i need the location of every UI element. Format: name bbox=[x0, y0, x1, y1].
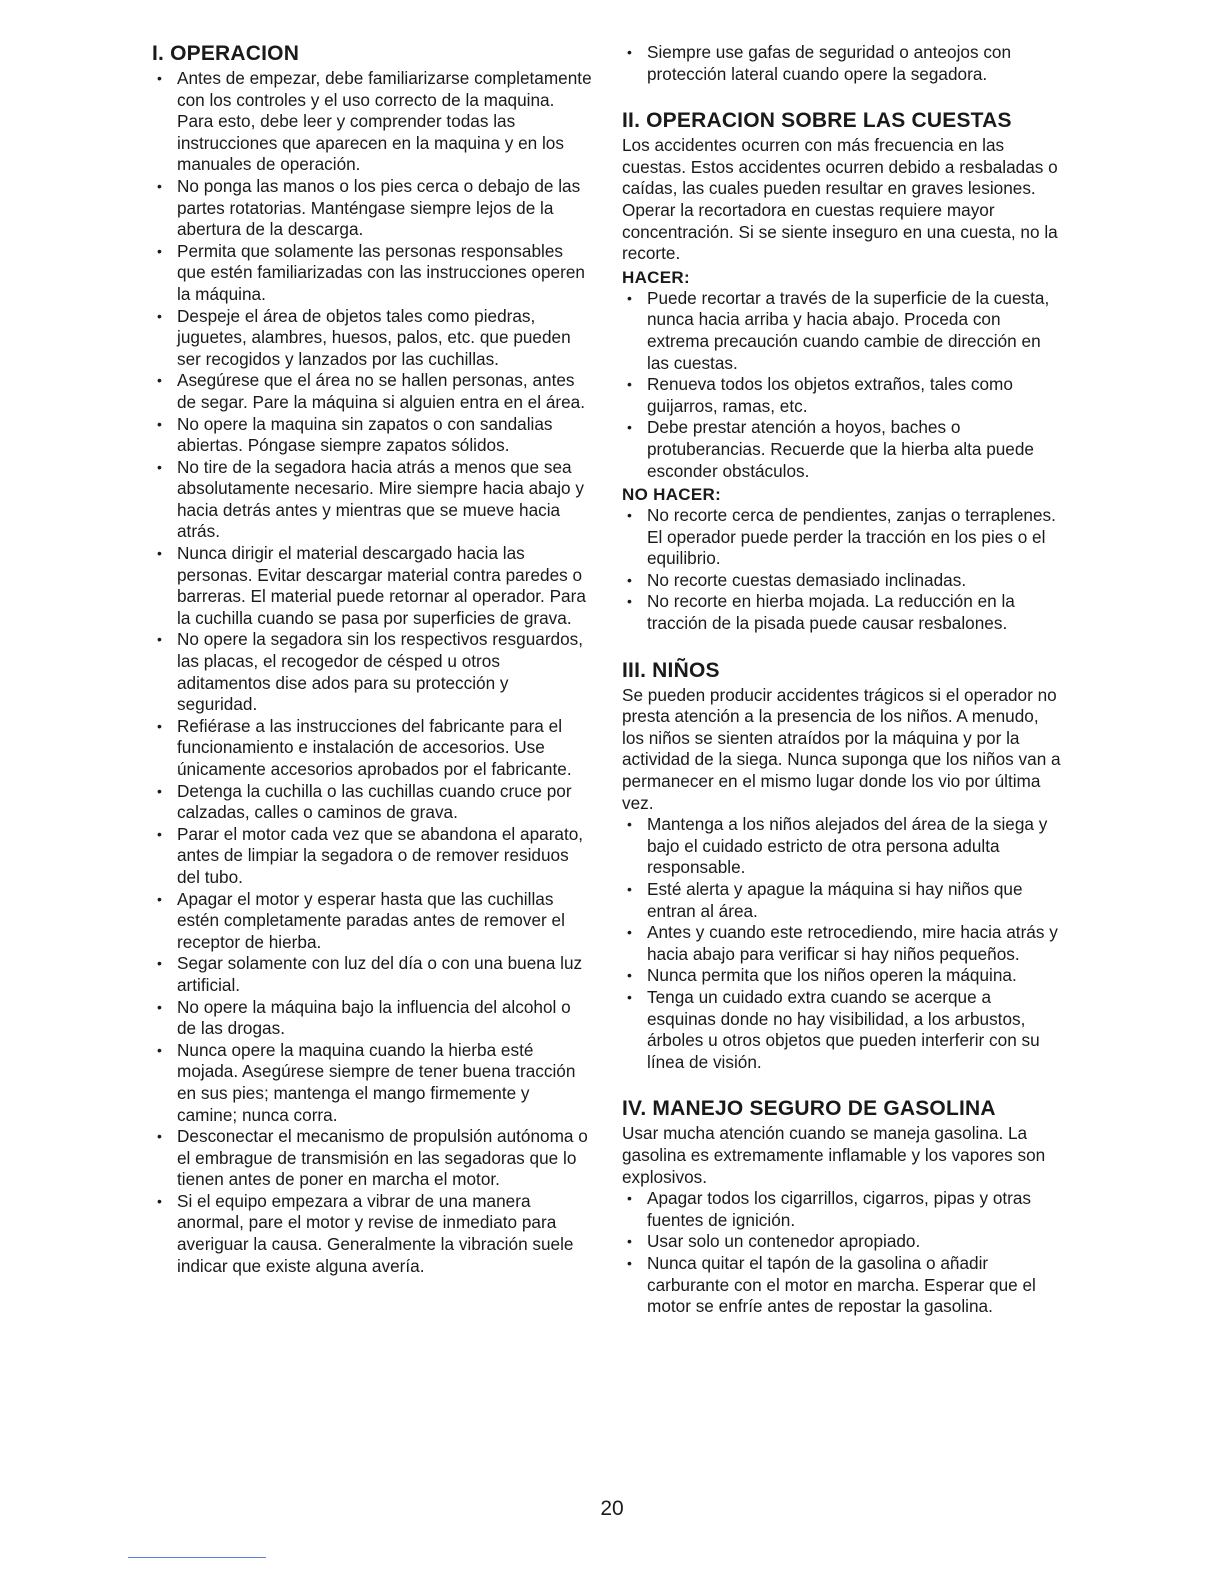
bullet-icon: • bbox=[157, 1128, 162, 1145]
list-item-text: Antes y cuando este retrocediendo, mire hacia atrás y hacia abajo para verificar si hay niños pequeños. bbox=[647, 922, 1058, 964]
list-item-text: Nunca dirigir el material descargado hacia las personas. Evitar descargar material contra paredes o barreras. El material puede retornar al operador. Para la cuchilla cuando se pasa por superficies de grava. bbox=[177, 543, 586, 628]
section-heading-slopes: II. OPERACION SOBRE LAS CUESTAS bbox=[622, 109, 1012, 133]
bullet-icon: • bbox=[157, 242, 162, 259]
list-item bbox=[622, 922, 1062, 965]
bullet-icon: • bbox=[157, 1041, 162, 1058]
section-heading-operation: I. OPERACION bbox=[152, 42, 300, 65]
list-item-text: Antes de empezar, debe familiarizarse completamente con los controles y el uso correcto de la maquina. Para esto, debe leer y comprender todas las instrucciones que aparecen en la maquina y en los manuales de operación. bbox=[177, 68, 592, 175]
bullet-icon: • bbox=[157, 307, 162, 324]
bullet-icon: • bbox=[157, 70, 162, 86]
list-item-text: Permita que solamente las personas responsables que estén familiarizadas con las instrucciones operen la máquina. bbox=[177, 240, 585, 304]
list-item-text: No recorte cuestas demasiado inclinadas. bbox=[647, 569, 967, 590]
bullet-icon: • bbox=[157, 631, 162, 648]
do-bullet-list bbox=[622, 288, 1062, 482]
list-item bbox=[152, 824, 592, 889]
list-item bbox=[152, 781, 592, 824]
bullet-icon: • bbox=[157, 1192, 162, 1209]
list-item-text: No opere la segadora sin los respectivos resguardos, las placas, el recogedor de césped u otros aditamentos dise ados para su protección y seguridad. bbox=[177, 629, 584, 715]
bullet-icon: • bbox=[157, 782, 162, 799]
page-number: 20 bbox=[600, 1497, 624, 1520]
list-item-text: Apagar el motor y esperar hasta que las cuchillas estén completamente paradas antes de remover el receptor de hierba. bbox=[177, 888, 565, 952]
list-item-text: Despeje el área de objetos tales como piedras, juguetes, alambres, huesos, palos, etc. que pueden ser recogidos y lanzados por las cuchillas. bbox=[177, 305, 571, 369]
bullet-icon: • bbox=[627, 1190, 632, 1207]
bullet-icon: • bbox=[157, 998, 162, 1015]
section-heading-children: III. NIÑOS bbox=[622, 658, 720, 682]
list-item-text: No recorte en hierba mojada. La reducción en la tracción de la pisada puede causar resbalones. bbox=[647, 591, 1015, 634]
bullet-icon: • bbox=[627, 593, 632, 610]
list-item-text: Detenga la cuchilla o las cuchillas cuando cruce por calzadas, calles o caminos de grava. bbox=[177, 780, 572, 823]
list-item-text: No opere la maquina sin zapatos o con sandalias abiertas. Póngase siempre zapatos sólidos. bbox=[177, 413, 553, 456]
list-item-text: No tire de la segadora hacia atrás a menos que sea absolutamente necesario. Mire siempre hacia abajo y hacia detrás antes y mientras que se mueve hacia atrás. bbox=[177, 456, 584, 542]
fuel-bullet-list bbox=[622, 1188, 1062, 1318]
bullet-icon: • bbox=[627, 924, 632, 941]
list-item bbox=[622, 814, 1062, 879]
goggles-bullet-list bbox=[622, 42, 1062, 85]
list-item bbox=[152, 306, 592, 371]
list-item bbox=[152, 241, 592, 306]
list-item bbox=[622, 1253, 1062, 1318]
list-item bbox=[622, 417, 1062, 482]
list-item bbox=[622, 1188, 1062, 1231]
dont-bullet-list bbox=[622, 505, 1062, 635]
bullet-icon: • bbox=[627, 988, 632, 1005]
dont-heading: NO HACER: bbox=[622, 485, 722, 505]
list-item bbox=[152, 176, 592, 241]
list-item bbox=[622, 570, 1062, 592]
list-item bbox=[152, 1191, 592, 1277]
list-item bbox=[622, 374, 1062, 417]
list-item-text: Nunca permita que los niños operen la máquina. bbox=[647, 965, 1017, 986]
bullet-icon: • bbox=[627, 571, 632, 588]
bullet-icon: • bbox=[627, 507, 632, 524]
operation-bullet-list bbox=[152, 68, 592, 1277]
list-item-text: Apagar todos los cigarrillos, cigarros, pipas y otras fuentes de ignición. bbox=[647, 1188, 1032, 1230]
bullet-icon: • bbox=[157, 458, 162, 475]
bullet-icon: • bbox=[157, 177, 162, 194]
list-item-text: Renueva todos los objetos extraños, tales como guijarros, ramas, etc. bbox=[647, 374, 1013, 416]
list-item-text: Desconectar el mecanismo de propulsión autónoma o el embrague de transmisión en las segadoras que lo tienen antes de poner en marcha el motor. bbox=[177, 1126, 588, 1190]
list-item bbox=[152, 953, 592, 996]
list-item-text: Asegúrese que el área no se hallen personas, antes de segar. Pare la máquina si alguien entra en el área. bbox=[177, 370, 585, 412]
list-item bbox=[152, 414, 592, 457]
list-item bbox=[152, 543, 592, 629]
list-item bbox=[152, 68, 592, 176]
list-item-text: Nunca opere la maquina cuando la hierba esté mojada. Asegúrese siempre de tener buena tracción en sus pies; mantenga el mango firmemente y camine; nunca corra. bbox=[177, 1039, 576, 1125]
list-item bbox=[622, 879, 1062, 922]
bullet-icon: • bbox=[157, 890, 162, 907]
footer-rule bbox=[128, 1557, 266, 1558]
bullet-icon: • bbox=[627, 816, 632, 833]
list-item bbox=[622, 987, 1062, 1073]
list-item-text: Refiérase a las instrucciones del fabricante para el funcionamiento e instalación de accesorios. Use únicamente accesorios aprobados por el fabricante. bbox=[177, 715, 572, 779]
children-intro: Se pueden producir accidentes trágicos si el operador no presta atención a la presencia de los niños. A menudo, los niños se sienten atraídos por la máquina y por la actividad de la siega. Nunca suponga que los niños van a permanecer en el mismo lugar donde los vio por última vez. bbox=[622, 684, 1061, 813]
list-item bbox=[152, 997, 592, 1040]
list-item-text: No ponga las manos o los pies cerca o debajo de las partes rotatorias. Manténgase siempre lejos de la abertura de la descarga. bbox=[177, 175, 581, 240]
list-item bbox=[622, 42, 1062, 85]
bullet-icon: • bbox=[627, 881, 632, 897]
list-item bbox=[152, 716, 592, 781]
slopes-intro: Los accidentes ocurren con más frecuencia en las cuestas. Estos accidentes ocurren debido a resbaladas o caídas, las cuales pueden resultar en graves lesiones. Operar la recortadora en cuestas requiere mayor concentración. Si se siente inseguro en una cuesta, no la recorte. bbox=[622, 135, 1058, 264]
list-item bbox=[622, 591, 1062, 634]
bullet-icon: • bbox=[627, 419, 632, 436]
list-item-text: Nunca quitar el tapón de la gasolina o añadir carburante con el motor en marcha. Esperar que el motor se enfríe antes de repostar la gasolina. bbox=[647, 1252, 1036, 1317]
list-item-text: No opere la máquina bajo la influencia del alcohol o de las drogas. bbox=[177, 996, 571, 1039]
bullet-icon: • bbox=[157, 955, 162, 972]
bullet-icon: • bbox=[157, 717, 162, 734]
list-item bbox=[622, 1231, 1062, 1253]
left-column bbox=[152, 42, 592, 1277]
do-heading: HACER: bbox=[622, 267, 690, 287]
list-item-text: Puede recortar a través de la superficie de la cuesta, nunca hacia arriba y hacia abajo. Proceda con extrema precaución cuando cambie de dirección en las cuestas. bbox=[647, 287, 1050, 373]
bullet-icon: • bbox=[627, 1233, 632, 1250]
bullet-icon: • bbox=[627, 44, 632, 60]
list-item-text: Si el equipo empezara a vibrar de una manera anormal, pare el motor y revise de inmediato para averiguar la causa. Generalmente la vibración suele indicar que existe alguna avería. bbox=[177, 1190, 574, 1276]
list-item-text: Parar el motor cada vez que se abandona el aparato, antes de limpiar la segadora o de remover residuos del tubo. bbox=[177, 823, 584, 887]
list-item bbox=[152, 1040, 592, 1126]
list-item-text: Mantenga a los niños alejados del área de la siega y bajo el cuidado estricto de otra persona adulta responsable. bbox=[647, 814, 1048, 878]
bullet-icon: • bbox=[157, 825, 162, 842]
list-item-text: Usar solo un contenedor apropiado. bbox=[647, 1231, 921, 1252]
list-item-text: Segar solamente con luz del día o con una buena luz artificial. bbox=[177, 953, 583, 995]
bullet-icon: • bbox=[157, 415, 162, 432]
bullet-icon: • bbox=[627, 967, 632, 984]
list-item bbox=[152, 370, 592, 413]
bullet-icon: • bbox=[627, 289, 632, 306]
bullet-icon: • bbox=[627, 1254, 632, 1271]
list-item bbox=[622, 505, 1062, 570]
list-item bbox=[152, 1126, 592, 1191]
list-item bbox=[622, 288, 1062, 374]
fuel-intro: Usar mucha atención cuando se maneja gasolina. La gasolina es extremamente inflamable y los vapores son explosivos. bbox=[622, 1123, 1046, 1187]
list-item bbox=[152, 889, 592, 954]
bullet-icon: • bbox=[157, 372, 162, 389]
list-item bbox=[152, 457, 592, 543]
bullet-icon: • bbox=[627, 376, 632, 393]
list-item bbox=[622, 965, 1062, 987]
list-item-text: No recorte cerca de pendientes, zanjas o terraplenes. El operador puede perder la tracción en los pies o el equilibrio. bbox=[647, 505, 1056, 569]
list-item-text: Tenga un cuidado extra cuando se acerque a esquinas donde no hay visibilidad, a los arbustos, árboles u otros objetos que pueden interferir con su línea de visión. bbox=[647, 986, 1040, 1072]
bullet-icon: • bbox=[157, 545, 162, 562]
list-item-text: Debe prestar atención a hoyos, baches o protuberancias. Recuerde que la hierba alta puede esconder obstáculos. bbox=[647, 417, 1034, 481]
list-item bbox=[152, 629, 592, 715]
list-item-text: Siempre use gafas de seguridad o anteojos con protección lateral cuando opere la segadora. bbox=[647, 42, 1012, 84]
section-heading-fuel: IV. MANEJO SEGURO DE GASOLINA bbox=[622, 1097, 996, 1121]
right-column bbox=[622, 42, 1062, 1318]
children-bullet-list bbox=[622, 814, 1062, 1073]
list-item-text: Esté alerta y apague la máquina si hay niños que entran al área. bbox=[647, 879, 1023, 921]
